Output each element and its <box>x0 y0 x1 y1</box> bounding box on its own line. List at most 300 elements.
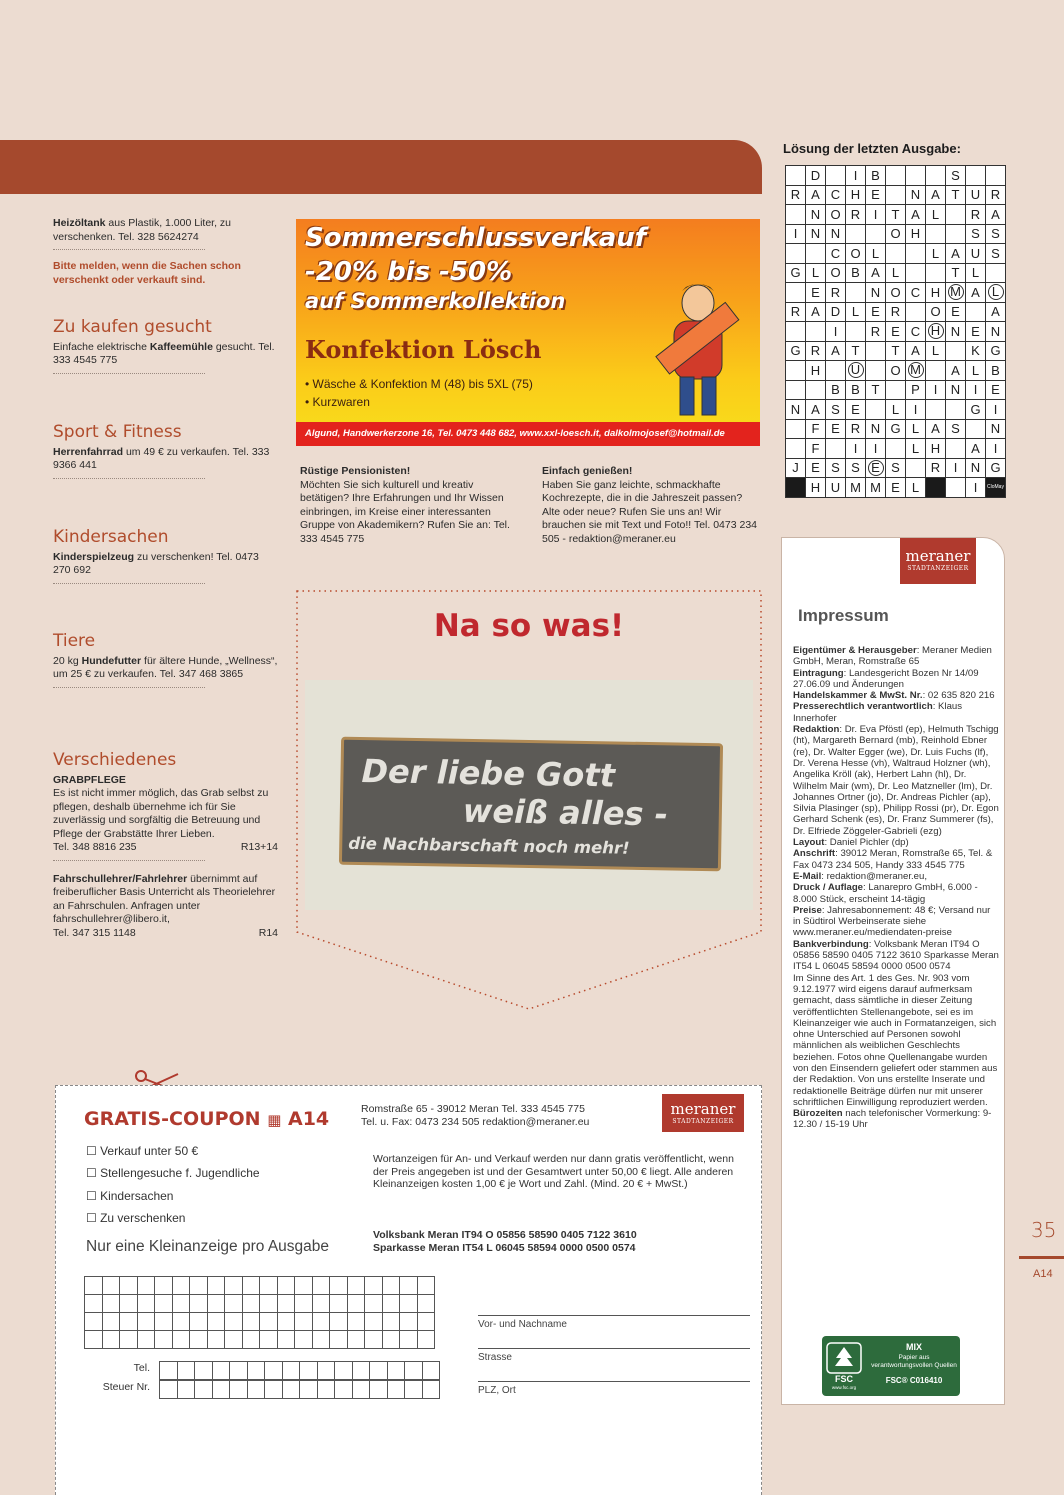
coupon-bank-line: Sparkasse Meran IT54 L 06045 58594 0000 0500 0574 <box>373 1241 636 1254</box>
crossword-cell: H <box>806 478 826 498</box>
grid-cell[interactable] <box>172 1331 190 1349</box>
box-pensionisten <box>300 465 516 546</box>
grid-cell[interactable] <box>190 1277 208 1295</box>
crossword-row <box>786 205 1006 225</box>
coupon-info-text: Wortanzeigen für An- und Verkauf werden nur dann gratis veröffentlicht, wenn der Preis angegeben ist und der Gesamtwert unter 50,00 € liegt. Alle anderen Kleinanzeigen kosten 1,00 € je Wort und Zahl. (Mind. 20 € + MwSt.) <box>373 1153 734 1190</box>
grid-cell[interactable] <box>207 1295 225 1313</box>
section-title: Tiere <box>53 631 96 651</box>
ad-subline: auf Sommerkollektion <box>305 289 566 313</box>
crossword-cell: S <box>946 166 966 186</box>
ad-headline: Sommerschlussverkauf <box>305 223 647 253</box>
crossword-cell: O <box>926 302 946 322</box>
crossword-cell: R <box>966 205 986 225</box>
crossword-cell: E <box>806 458 826 478</box>
crossword-block-cell <box>926 478 946 498</box>
fsc-mix: MIX <box>905 1342 922 1352</box>
grid-cell[interactable] <box>247 1381 265 1399</box>
grid-cell[interactable] <box>247 1362 265 1380</box>
crossword-cell <box>926 361 946 381</box>
grid-cell[interactable] <box>225 1277 243 1295</box>
crossword-row <box>786 302 1006 322</box>
classified-text: Einfache elektrische <box>53 340 150 353</box>
crossword-cell: N <box>806 205 826 225</box>
classified-code: R13+14 <box>240 841 278 853</box>
crossword-cell: B <box>866 166 886 186</box>
grid-cell[interactable] <box>177 1362 195 1380</box>
grid-cell[interactable] <box>212 1381 230 1399</box>
grid-cell[interactable] <box>417 1295 435 1313</box>
crossword-cell: T <box>886 205 906 225</box>
grid-cell[interactable] <box>260 1277 278 1295</box>
crossword-cell: L <box>806 263 826 283</box>
grid-cell[interactable] <box>102 1313 120 1331</box>
grid-cell[interactable] <box>277 1313 295 1331</box>
grid-cell[interactable] <box>230 1362 248 1380</box>
crossword-cell: S <box>886 458 906 478</box>
crossword-row <box>786 283 1006 303</box>
grid-cell[interactable] <box>312 1277 330 1295</box>
crossword-cell: R <box>926 458 946 478</box>
grid-cell[interactable] <box>225 1313 243 1331</box>
box-geniessen <box>542 465 758 546</box>
coupon-tel-label: Tel. <box>133 1362 150 1374</box>
crossword-row <box>786 166 1006 186</box>
crossword-cell: N <box>946 322 966 342</box>
grid-cell[interactable] <box>85 1295 103 1313</box>
crossword-cell: S <box>966 224 986 244</box>
crossword-cell: A <box>946 361 966 381</box>
crossword-cell: B <box>846 263 866 283</box>
crossword-cell <box>946 224 966 244</box>
grid-cell[interactable] <box>85 1277 103 1295</box>
crossword-cell <box>786 283 806 303</box>
grid-cell[interactable] <box>137 1313 155 1331</box>
crossword-cell <box>886 166 906 186</box>
grid-cell[interactable] <box>330 1331 348 1349</box>
grid-cell[interactable] <box>347 1277 365 1295</box>
impressum-box <box>781 537 1005 1405</box>
impressum-title: Impressum <box>798 606 889 625</box>
coupon-tax-grid[interactable] <box>159 1380 440 1399</box>
crossword-cell: N <box>866 283 886 303</box>
grid-cell[interactable] <box>405 1362 423 1380</box>
crossword-cell: N <box>986 419 1006 439</box>
grid-cell[interactable] <box>190 1313 208 1331</box>
box-text: Möchten Sie sich kulturell und kreativ betätigen? Ihre Erfahrungen und Ihr Wissen einbringen, im Kreise einer interessanten Gruppe von Akademikern? Rufen Sie an: Tel. 333 4545 775 <box>300 478 510 545</box>
crossword-cell: O <box>886 283 906 303</box>
grid-cell[interactable] <box>417 1313 435 1331</box>
meraner-logo <box>900 538 976 584</box>
classified-keyword: GRABPFLEGE <box>53 773 126 786</box>
crossword-cell: O <box>826 205 846 225</box>
classified-keyword: Kaffeemühle <box>149 340 213 353</box>
crossword-block-cell <box>786 478 806 498</box>
classified-text: Es ist nicht immer möglich, das Grab selbst zu pflegen, deshalb übernehme ich für Sie zuverlässig und sorgfältig die Betreuung und Pflege der Grabstätte Ihrer Lieben. <box>53 787 269 840</box>
grid-cell[interactable] <box>295 1331 313 1349</box>
grid-cell[interactable] <box>370 1381 388 1399</box>
crossword-cell: C <box>906 322 926 342</box>
grid-cell[interactable] <box>102 1277 120 1295</box>
impressum-line: Druck / Auflage: Lanarepro GmbH, 6.000 - 8.000 Stück, erscheint 14-tägig <box>793 882 978 905</box>
grid-cell[interactable] <box>365 1313 383 1331</box>
crossword-cell: N <box>946 380 966 400</box>
grid-cell[interactable] <box>155 1313 173 1331</box>
crossword-cell <box>846 283 866 303</box>
coupon-option-checkbox[interactable]: ☐ Verkauf unter 50 € <box>86 1144 199 1158</box>
crossword-cell: S <box>946 419 966 439</box>
crossword-cell: F <box>806 419 826 439</box>
crossword-cell <box>986 263 1006 283</box>
crossword-cell <box>846 224 866 244</box>
crossword-cell: O <box>886 361 906 381</box>
crossword-cell <box>966 302 986 322</box>
impressum-line: Presserechtlich verantwortlich: Klaus Innerhofer <box>793 701 963 724</box>
fsc-badge <box>822 1336 960 1396</box>
grid-cell[interactable] <box>160 1381 178 1399</box>
grid-cell[interactable] <box>387 1362 405 1380</box>
grid-cell[interactable] <box>277 1295 295 1313</box>
classified-phone: Tel. 347 315 1148 <box>53 926 136 939</box>
grid-cell[interactable] <box>260 1313 278 1331</box>
grid-cell[interactable] <box>365 1277 383 1295</box>
crossword-cell: R <box>786 185 806 205</box>
grid-cell[interactable] <box>137 1331 155 1349</box>
crossword-row <box>786 439 1006 459</box>
crossword-cell: U <box>826 478 846 498</box>
grid-cell[interactable] <box>265 1362 283 1380</box>
crossword-cell: N <box>986 322 1006 342</box>
crossword-cell: I <box>866 439 886 459</box>
crossword-cell <box>846 322 866 342</box>
grid-cell[interactable] <box>417 1277 435 1295</box>
grid-cell[interactable] <box>370 1362 388 1380</box>
grid-cell[interactable] <box>177 1381 195 1399</box>
grid-cell[interactable] <box>190 1295 208 1313</box>
section-title: Zu kaufen gesucht <box>53 317 212 337</box>
grid-cell[interactable] <box>347 1313 365 1331</box>
crossword-cell: A <box>926 419 946 439</box>
crossword-cell <box>886 439 906 459</box>
crossword-cell: H <box>926 439 946 459</box>
grid-cell[interactable] <box>207 1277 225 1295</box>
crossword-cell: L <box>926 341 946 361</box>
crossword-cell <box>966 166 986 186</box>
crossword-cell: A <box>866 263 886 283</box>
grid-cell[interactable] <box>312 1313 330 1331</box>
metal-sign <box>339 737 723 872</box>
crossword-cell: B <box>846 380 866 400</box>
crossword-cell: M <box>866 478 886 498</box>
grid-cell[interactable] <box>242 1295 260 1313</box>
grid-cell[interactable] <box>225 1331 243 1349</box>
crossword-cell: O <box>886 224 906 244</box>
impressum-line: Handelskammer & MwSt. Nr.: 02 635 820 216 <box>793 690 995 702</box>
grid-cell[interactable] <box>242 1313 260 1331</box>
grid-cell[interactable] <box>317 1381 335 1399</box>
coupon-limit-note: Nur eine Kleinanzeige pro Ausgabe <box>86 1238 330 1255</box>
grid-cell[interactable] <box>400 1313 418 1331</box>
section-title: Verschiedenes <box>53 750 177 770</box>
crossword-row <box>786 361 1006 381</box>
grid-cell[interactable] <box>155 1277 173 1295</box>
fsc-code: FSC® C016410 <box>885 1376 943 1385</box>
crossword-cell <box>806 380 826 400</box>
grid-cell[interactable] <box>347 1331 365 1349</box>
grid-cell[interactable] <box>352 1381 370 1399</box>
crossword-cell <box>946 439 966 459</box>
crossword-cell: E <box>866 185 886 205</box>
grid-cell[interactable] <box>295 1295 313 1313</box>
crossword-cell: G <box>986 341 1006 361</box>
grid-cell[interactable] <box>195 1381 213 1399</box>
grid-cell[interactable] <box>335 1362 353 1380</box>
grid-cell[interactable] <box>120 1313 138 1331</box>
crossword-cell: C <box>826 244 846 264</box>
grid-cell[interactable] <box>295 1277 313 1295</box>
crossword-cell: I <box>846 439 866 459</box>
crossword-cell <box>906 244 926 264</box>
grid-cell[interactable] <box>400 1295 418 1313</box>
crossword-cell: H <box>846 185 866 205</box>
grid-cell[interactable] <box>400 1331 418 1349</box>
impressum-line: E-Mail: redaktion@meraner.eu, <box>793 870 927 882</box>
crossword-cell <box>826 361 846 381</box>
coupon-tax-label: Steuer Nr. <box>102 1381 150 1393</box>
grid-cell[interactable] <box>317 1362 335 1380</box>
impressum-line: Redaktion: Dr. Eva Pföstl (ep), Helmuth Tschigg (ht), Margareth Bernard (mb), Reinhold Ebner (re), Dr. Walter Egger (we), Dr. Luis Fuchs (lf), Dr. Verena Hesse (vh), Waltraud Holzner (wh), Angelika Kröll (ak), Herbert Lahn (hl), Dr. Wilhelm Mair (wm), Dr. Leo Matzneller (lm), Dr. Johannes Ortner (jo), Dr. Andreas Pichler (ap), Silvia Plasinger (sp), Philipp Rossi (pr), Dr. Egon Gerhard Schenk (es), Dr. Franz Summerer (fs), Dr. Elfriede Zöggeler-Gabrieli (ezg) <box>793 724 999 837</box>
crossword-cell: B <box>826 380 846 400</box>
cartoon-man-illustration <box>648 279 748 427</box>
coupon-title <box>84 1108 329 1130</box>
crossword-cell: S <box>826 458 846 478</box>
crossword-cell: S <box>986 224 1006 244</box>
crossword-cell: L <box>926 205 946 225</box>
grid-cell[interactable] <box>382 1313 400 1331</box>
crossword-cell <box>906 458 926 478</box>
crossword-cell <box>906 166 926 186</box>
grid-cell[interactable] <box>155 1331 173 1349</box>
crossword-cell <box>786 244 806 264</box>
crossword-cell: T <box>946 263 966 283</box>
coupon-text-grid[interactable] <box>84 1276 435 1349</box>
crossword-cell <box>786 205 806 225</box>
crossword-cell <box>886 244 906 264</box>
grid-cell[interactable] <box>137 1277 155 1295</box>
grid-cell[interactable] <box>160 1362 178 1380</box>
grid-cell[interactable] <box>260 1295 278 1313</box>
grid-cell[interactable] <box>365 1295 383 1313</box>
grid-cell[interactable] <box>382 1295 400 1313</box>
classified-text: um 49 € zu verkaufen. Tel. 333 9366 441 <box>53 445 270 471</box>
crossword-cell: H <box>926 283 946 303</box>
crossword-cell: R <box>826 283 846 303</box>
impressum-line: Bürozeiten nach telefonischer Vormerkung: 9-12.30 / 15-19 Uhr <box>793 1108 992 1131</box>
grid-cell[interactable] <box>172 1277 190 1295</box>
grid-cell[interactable] <box>422 1362 440 1380</box>
crossword-cell: R <box>786 302 806 322</box>
crossword-circled-cell: M <box>946 283 966 303</box>
grid-cell[interactable] <box>102 1295 120 1313</box>
grid-cell[interactable] <box>300 1381 318 1399</box>
classified-keyword: Hundefutter <box>81 654 142 667</box>
crossword-cell: A <box>926 185 946 205</box>
coupon-option-checkbox[interactable]: ☐ Kindersachen <box>86 1189 174 1203</box>
crossword-cell: N <box>906 185 926 205</box>
classified-text: 20 kg <box>53 654 82 667</box>
crossword-cell: G <box>966 400 986 420</box>
impressum-line: Anschrift: 39012 Meran, Romstraße 65, Tel. & Fax 0473 234 505, Handy 333 4545 775 <box>793 848 993 871</box>
crossword-cell <box>786 439 806 459</box>
crossword-cell: N <box>966 458 986 478</box>
crossword-cell: R <box>866 322 886 342</box>
crossword-cell: E <box>806 283 826 303</box>
advertisement-loesch[interactable] <box>296 219 760 446</box>
feature-title: Na so was! <box>433 608 625 644</box>
grid-cell[interactable] <box>312 1295 330 1313</box>
crossword-cell: L <box>906 478 926 498</box>
logo-text: meraner <box>905 547 971 565</box>
crossword-cell <box>866 400 886 420</box>
crossword-cell: I <box>986 400 1006 420</box>
fsc-text: Papier aus verantwortungsvollen Quellen <box>871 1354 957 1369</box>
grid-cell[interactable] <box>365 1331 383 1349</box>
grid-cell[interactable] <box>387 1381 405 1399</box>
coupon-name-field[interactable]: Vor- und Nachname <box>478 1315 750 1330</box>
gratis-coupon[interactable] <box>55 1085 762 1495</box>
grid-cell[interactable] <box>295 1313 313 1331</box>
crossword-row <box>786 419 1006 439</box>
grid-cell[interactable] <box>225 1295 243 1313</box>
grid-cell[interactable] <box>417 1331 435 1349</box>
crossword-cell: L <box>906 419 926 439</box>
classified-keyword: Fahrschullehrer/Fahrlehrer <box>53 872 188 885</box>
coupon-tel-grid[interactable] <box>159 1361 440 1380</box>
grid-cell[interactable] <box>207 1331 225 1349</box>
grid-cell[interactable] <box>282 1381 300 1399</box>
grid-cell[interactable] <box>335 1381 353 1399</box>
grid-cell[interactable] <box>212 1362 230 1380</box>
crossword-cell: N <box>806 224 826 244</box>
page-section: A14 <box>1033 1268 1053 1280</box>
crossword-cell: A <box>806 302 826 322</box>
grid-cell[interactable] <box>195 1362 213 1380</box>
coupon-option-checkbox[interactable]: ☐ Stellengesuche f. Jugendliche <box>86 1166 260 1180</box>
impressum-line: Preise: Jahresabonnement: 48 €; Versand nur in Südtirol Werbeinserate siehe www.meraner.eu/mediendaten-preise <box>793 904 991 939</box>
grid-cell[interactable] <box>172 1313 190 1331</box>
crossword-cell <box>926 224 946 244</box>
crossword-row <box>786 244 1006 264</box>
grid-cell[interactable] <box>242 1331 260 1349</box>
crossword-cell: L <box>966 361 986 381</box>
classified-text: zu verschenken! Tel. 0473 270 692 <box>53 550 259 576</box>
crossword-circled-cell: L <box>986 283 1006 303</box>
crossword-cell <box>906 263 926 283</box>
coupon-bank-info <box>373 1229 637 1254</box>
crossword-cell: R <box>806 341 826 361</box>
grid-cell[interactable] <box>400 1277 418 1295</box>
grid-cell[interactable] <box>422 1381 440 1399</box>
crossword-cell <box>786 322 806 342</box>
grid-cell[interactable] <box>155 1295 173 1313</box>
classified-text: übernimmt auf freiberuflicher Basis Unterricht als Theorielehrer an Fahrschulen. Anfragen unter fahrschullehrer@libero.it, <box>53 872 276 925</box>
grid-cell[interactable] <box>137 1295 155 1313</box>
crossword-cell: D <box>806 166 826 186</box>
classified-heizoel <box>53 217 278 287</box>
grid-cell[interactable] <box>120 1295 138 1313</box>
grid-cell[interactable] <box>330 1277 348 1295</box>
crossword-cell: T <box>846 341 866 361</box>
grid-cell[interactable] <box>282 1362 300 1380</box>
crossword-circled-cell: M <box>906 361 926 381</box>
grid-cell[interactable] <box>102 1331 120 1349</box>
crossword-cell <box>786 419 806 439</box>
grid-cell[interactable] <box>405 1381 423 1399</box>
grid-cell[interactable] <box>352 1362 370 1380</box>
grid-cell[interactable] <box>172 1295 190 1313</box>
crossword-cell: E <box>886 478 906 498</box>
crossword-cell: A <box>826 341 846 361</box>
box-text: Haben Sie ganz leichte, schmackhafte Kochrezepte, die in die Jahreszeit passen? Alte oder neue? Rufen Sie uns an! Wir brauchen sie mit Text und Foto!! Tel. 0473 234 505 - redaktion@meraner.eu <box>542 478 757 545</box>
grid-cell[interactable] <box>120 1277 138 1295</box>
grid-cell[interactable] <box>85 1331 103 1349</box>
grid-cell[interactable] <box>242 1277 260 1295</box>
crossword-grid <box>785 165 1006 498</box>
coupon-city-field[interactable]: PLZ, Ort <box>478 1381 750 1396</box>
crossword-cell: N <box>826 224 846 244</box>
grid-cell[interactable] <box>190 1331 208 1349</box>
crossword-cell: A <box>986 205 1006 225</box>
grid-cell[interactable] <box>300 1362 318 1380</box>
crossword-cell: E <box>826 419 846 439</box>
grid-cell[interactable] <box>330 1295 348 1313</box>
crossword-cell: R <box>986 185 1006 205</box>
grid-cell[interactable] <box>277 1277 295 1295</box>
grid-cell[interactable] <box>382 1331 400 1349</box>
grid-cell[interactable] <box>382 1277 400 1295</box>
grid-cell[interactable] <box>120 1331 138 1349</box>
impressum-line: Im Sinne des Art. 1 des Ges. Nr. 903 vom 9.12.1977 wird eigens darauf aufmerksam gemacht, dass sämtliche in dieser Zeitung veröffentlichten Stellenangebote, sei es im Kleinanzeiger wie auch in Formatanzeigen, sich ohne Unterschied auf Personen sowohl männlichen als weiblichen Geschlechts beziehen. Fotos ohne Quellenangabe wurden von den Einsendern geliefert oder stammen aus der Redaktion. Von uns erstellte Inserate und redaktionelle Beiträge dürfen nur mit unserer schriftlichen Einwilligung reproduziert werden. <box>793 972 998 1108</box>
grid-cell[interactable] <box>207 1313 225 1331</box>
crossword-cell <box>866 224 886 244</box>
coupon-option-checkbox[interactable]: ☐ Zu verschenken <box>86 1211 186 1225</box>
coupon-address <box>361 1103 589 1128</box>
coupon-street-field[interactable]: Strasse <box>478 1348 750 1363</box>
crossword-cell: E <box>966 322 986 342</box>
grid-cell[interactable] <box>265 1381 283 1399</box>
grid-cell[interactable] <box>312 1331 330 1349</box>
ad-footer: Algund, Handwerkerzone 16, Tel. 0473 448 682, www.xxl-loesch.it, dalkolmojosef@hotmail.de <box>296 422 760 446</box>
impressum-line: Bankverbindung: Volksbank Meran IT94 O 05856 58590 0405 7122 3610 Sparkasse Meran IT54 L 06045 58594 0000 0500 0574 <box>793 938 999 973</box>
crossword-cell: I <box>946 458 966 478</box>
grid-cell[interactable] <box>260 1331 278 1349</box>
meraner-logo <box>662 1094 744 1132</box>
classified-text: aus Plastik, 1.000 Liter, zu verschenken. Tel. 328 5624274 <box>53 217 232 243</box>
crossword-cell <box>946 478 966 498</box>
grid-cell[interactable] <box>85 1313 103 1331</box>
grid-cell[interactable] <box>347 1295 365 1313</box>
crossword-cell: J <box>786 458 806 478</box>
grid-cell[interactable] <box>277 1331 295 1349</box>
crossword-cell: L <box>866 244 886 264</box>
impressum-line: Eintragung: Landesgericht Bozen Nr 14/09 27.06.09 und Änderungen <box>793 667 979 690</box>
crossword-row <box>786 185 1006 205</box>
crossword-row <box>786 400 1006 420</box>
crossword-cell: E <box>986 380 1006 400</box>
crossword-cell <box>986 166 1006 186</box>
crossword-cell: A <box>906 341 926 361</box>
grid-cell[interactable] <box>230 1381 248 1399</box>
grid-cell[interactable] <box>330 1313 348 1331</box>
